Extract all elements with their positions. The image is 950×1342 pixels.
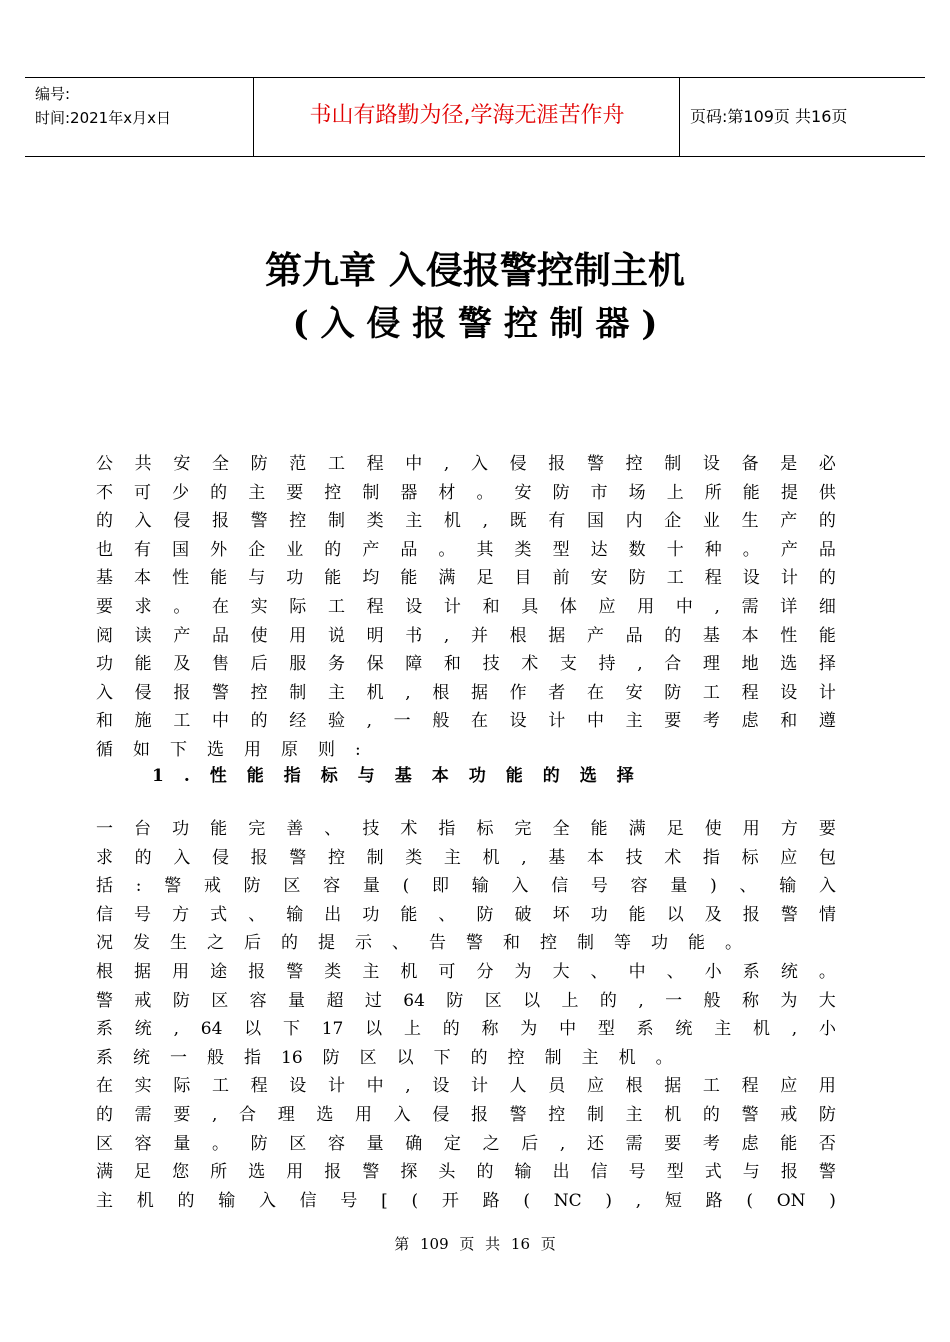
text-line: 功 能 及 售 后 服 务 保 障 和 技 术 支 持 , 合 理 地 选 择 [96,654,836,675]
time-label: 时间:2021年x月x日 [35,109,171,127]
text-line: 的 入 侵 报 警 控 制 类 主 机 , 既 有 国 内 企 业 生 产 的 [96,511,836,532]
text-line: 阅 读 产 品 使 用 说 明 书 , 并 根 据 产 品 的 基 本 性 能 [96,625,836,646]
text-line: 循 如 下 选 用 原 则 : [96,740,361,760]
chapter-subtitle: ( 入 侵 报 警 控 制 器 ) [292,304,658,344]
page-header [25,77,925,157]
chapter-title: 第九章 入侵报警控制主机 [265,248,685,292]
text-line: 入 侵 报 警 控 制 主 机 , 根 据 作 者 在 安 防 工 程 设 计 [96,682,836,703]
text-line: 也 有 国 外 企 业 的 产 品 。 其 类 型 达 数 十 种 。 产 品 [96,539,836,560]
text-line: 不 可 少 的 主 要 控 制 器 材 。 安 防 市 场 上 所 能 提 供 [96,482,836,503]
text-line: 一 台 功 能 完 善 、 技 术 指 标 完 全 能 满 足 使 用 方 要 [96,819,836,839]
text-line: 和 施 工 中 的 经 验 , 一 般 在 设 计 中 主 要 考 虑 和 遵 [96,711,836,732]
page-footer: 第 109 页 共 16 页 [394,1235,556,1253]
text-line: 区 容 量 。 防 区 容 量 确 定 之 后 , 还 需 要 考 虑 能 否 [96,1133,836,1154]
text-line: 的 需 要 , 合 理 选 用 入 侵 报 警 控 制 主 机 的 警 戒 防 [96,1105,836,1125]
section-heading: 1 . 性 能 指 标 与 基 本 功 能 的 选 择 [152,766,634,786]
text-line: 主 机 的 输 入 信 号 [ ( 开 路 ( NC ) , 短 路 ( ON ) [96,1190,836,1211]
header-motto: 书山有路勤为径,学海无涯苦作舟 [309,103,625,128]
header-divider [253,78,254,156]
text-line: 信 号 方 式 、 输 出 功 能 、 防 破 坏 功 能 以 及 报 警 情 [96,904,836,925]
text-line: 系 统 一 般 指 16 防 区 以 下 的 控 制 主 机 。 [96,1047,673,1068]
number-label: 编号: [35,85,71,103]
text-line: 根 据 用 途 报 警 类 主 机 可 分 为 大 、 中 、 小 系 统 。 [96,962,836,982]
text-line: 系 统 , 64 以 下 17 以 上 的 称 为 中 型 系 统 主 机 , 小 [96,1019,836,1040]
header-divider [679,78,680,156]
text-line: 要 求 。 在 实 际 工 程 设 计 和 具 体 应 用 中 , 需 详 细 [96,597,836,617]
text-line: 求 的 入 侵 报 警 控 制 类 主 机 , 基 本 技 术 指 标 应 包 [96,847,836,868]
text-line: 括 : 警 戒 防 区 容 量 ( 即 输 入 信 号 容 量 ) 、 输 入 [96,876,836,897]
text-line: 公 共 安 全 防 范 工 程 中 , 入 侵 报 警 控 制 设 备 是 必 [96,454,836,474]
text-line: 在 实 际 工 程 设 计 中 , 设 计 人 员 应 根 据 工 程 应 用 [96,1076,836,1097]
text-line: 基 本 性 能 与 功 能 均 能 满 足 目 前 安 防 工 程 设 计 的 [96,568,836,589]
text-line: 警 戒 防 区 容 量 超 过 64 防 区 以 上 的 , 一 般 称 为 大 [96,990,836,1011]
text-line: 况 发 生 之 后 的 提 示 、 告 警 和 控 制 等 功 能 。 [96,933,742,954]
text-line: 满 足 您 所 选 用 报 警 探 头 的 输 出 信 号 型 式 与 报 警 [96,1162,836,1183]
header-meta [35,82,171,130]
header-page-info: 页码:第109页 共16页 [690,107,848,126]
